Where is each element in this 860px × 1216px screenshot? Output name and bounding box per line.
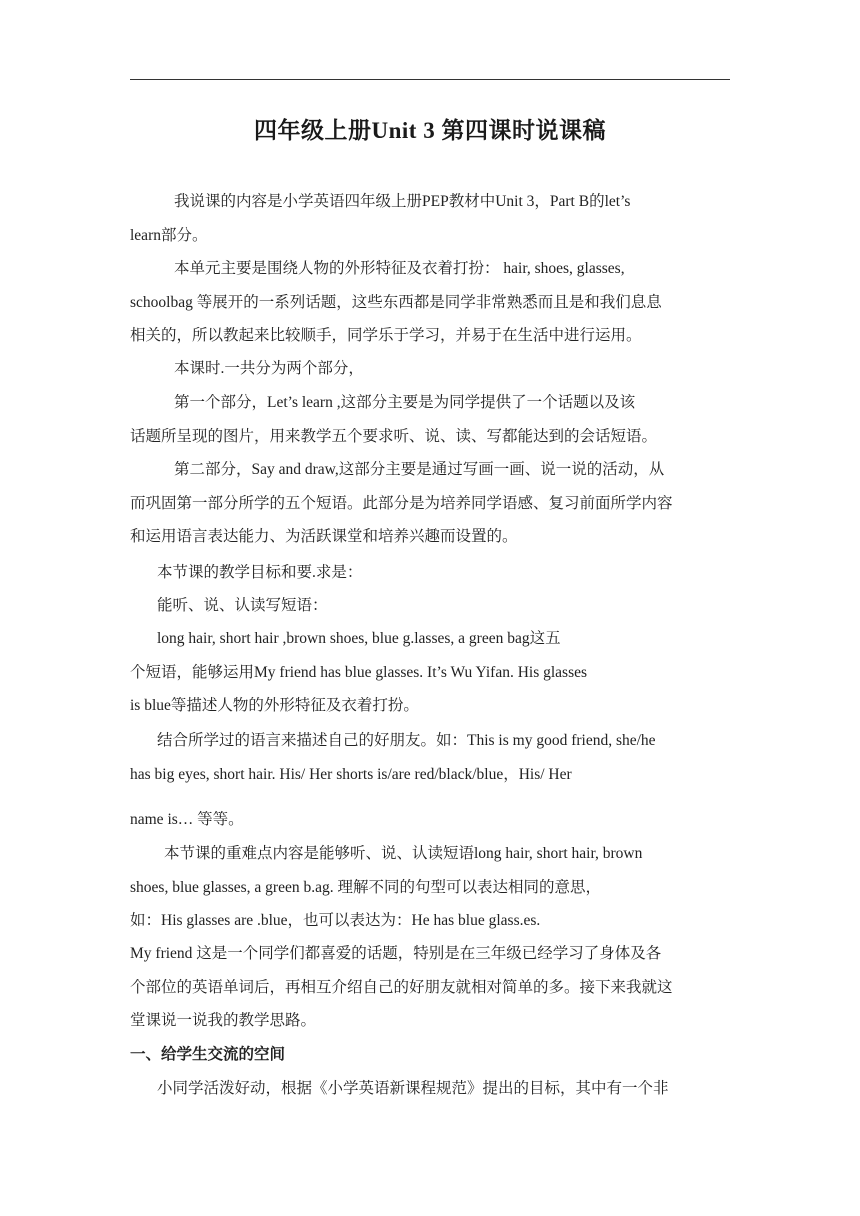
text-line: 话题所呈现的图片，用来教学五个要求听、说、读、写都能达到的会话短语。 <box>130 427 658 445</box>
text-line: My friend 这是一个同学们都喜爱的话题，特别是在三年级已经学习了身体及各 <box>130 945 662 962</box>
text-line: has big eyes, short hair. His/ Her shorts is/are red/black/blue，His/ Her <box>130 765 572 783</box>
text-line: name is… 等等。 <box>130 811 244 828</box>
text-line: 本节课的重难点内容是能够听、说、认读短语long hair, short hair, brown <box>164 845 643 862</box>
text-line: 个部位的英语单词后，再相互介绍自己的好朋友就相对简单的多。接下来我就这 <box>130 978 673 996</box>
text-line: 本单元主要是围绕人物的外形特征及衣着打扮： hair, shoes, glasses, <box>174 260 625 277</box>
paragraph <box>130 252 730 353</box>
text-line: 本课时.一共分为两个部分， <box>174 360 364 377</box>
text-line: 堂课说一说我的教学思路。 <box>130 1012 317 1029</box>
paragraph <box>130 556 730 590</box>
text-line: 本节课的教学目标和要.求是： <box>157 564 363 581</box>
text-line: 结合所学过的语言来描述自己的好朋友。如：This is my good friend, she/he <box>157 732 656 749</box>
text-line: 个短语，能够运用My friend has blue glasses. It’s Wu Yifan. His glasses <box>130 663 588 681</box>
text-line: 和运用语言表达能力、为活跃课堂和培养兴趣而设置的。 <box>130 528 518 545</box>
text-line: 能听、说、认读写短语： <box>157 597 328 614</box>
text-line: long hair, short hair ,brown shoes, blue g.lasses, a green bag这五 <box>157 630 561 647</box>
text-line: 相关的，所以教起来比较顺手，同学乐于学习，并易于在生活中进行运用。 <box>130 327 642 344</box>
paragraph <box>130 724 730 791</box>
paragraph <box>130 1072 730 1106</box>
paragraph <box>130 453 730 554</box>
paragraph <box>130 837 730 938</box>
paragraph <box>130 589 730 623</box>
paragraph <box>130 185 730 252</box>
text-line: shoes, blue glasses, a green b.ag. 理解不同的句型可以表达相同的意思， <box>130 878 601 896</box>
text-line: is blue等描述人物的外形特征及衣着打扮。 <box>130 697 419 714</box>
heading-text: 一、给学生交流的空间 <box>130 1046 286 1063</box>
document-title: 四年级上册Unit 3 第四课时说课稿 <box>254 118 606 143</box>
text-line: 小同学活泼好动，根据《小学英语新课程规范》提出的目标，其中有一个非 <box>157 1080 669 1097</box>
text-line: 如：His glasses are .blue，也可以表达为：He has blue glass.es. <box>130 912 541 929</box>
paragraph <box>130 622 730 723</box>
text-line: 而巩固第一部分所学的五个短语。此部分是为培养同学语感、复习前面所学内容 <box>130 494 673 512</box>
paragraph <box>130 386 730 453</box>
text-line: schoolbag 等展开的一系列话题，这些东西都是同学非常熟悉而且是和我们息息 <box>130 293 662 311</box>
text-line: 第二部分，Say and draw,这部分主要是通过写画一画、说一说的活动，从 <box>174 461 665 478</box>
paragraph <box>130 803 730 837</box>
section-heading <box>130 1038 730 1072</box>
text-line: 第一个部分，Let’s learn ,这部分主要是为同学提供了一个话题以及该 <box>174 394 636 411</box>
paragraph <box>130 937 730 1038</box>
header-rule <box>130 79 730 80</box>
text-line: 我说课的内容是小学英语四年级上册PEP教材中Unit 3，Part B的let’s <box>174 193 631 210</box>
text-line: learn部分。 <box>130 226 208 244</box>
paragraph <box>130 352 730 386</box>
